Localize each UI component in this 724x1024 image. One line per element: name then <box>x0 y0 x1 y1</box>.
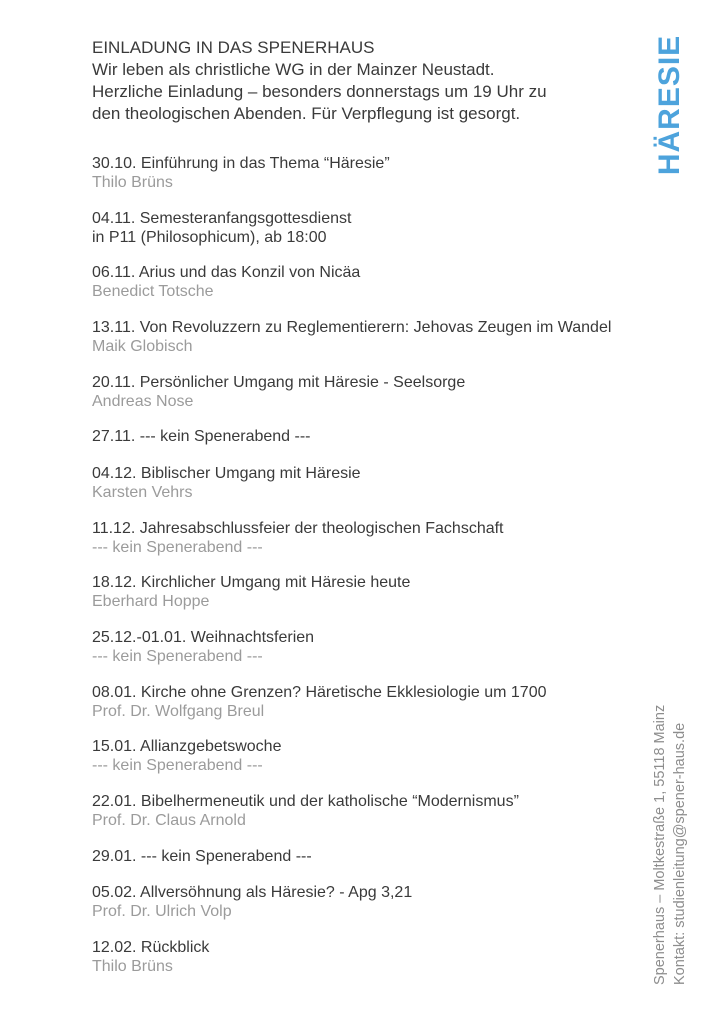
event-title: 18.12. Kirchlicher Umgang mit Häresie heute <box>92 574 411 592</box>
event-speaker: Benedict Totsche <box>92 283 214 301</box>
event-title: 13.11. Von Revoluzzern zu Reglementierern: Jehovas Zeugen im Wandel <box>92 319 612 337</box>
intro-line: Herzliche Einladung – besonders donnerstags um 19 Uhr zu <box>92 82 547 101</box>
event-item <box>92 737 692 792</box>
event-item <box>92 628 692 683</box>
event-item <box>92 373 692 428</box>
event-speaker: Prof. Dr. Claus Arnold <box>92 812 246 830</box>
event-title: 11.12. Jahresabschlussfeier der theologischen Fachschaft <box>92 519 504 537</box>
event-title-line2: in P11 (Philosophicum), ab 18:00 <box>92 228 327 246</box>
event-title: 04.11. Semesteranfangsgottesdienst <box>92 209 352 227</box>
event-item <box>92 154 692 209</box>
intro-block <box>92 37 612 125</box>
event-title: 29.01. --- kein Spenerabend --- <box>92 847 312 865</box>
event-title: 06.11. Arius und das Konzil von Nicäa <box>92 264 361 282</box>
event-item <box>92 938 692 993</box>
intro-line: Wir leben als christliche WG in der Mainzer Neustadt. <box>92 60 495 79</box>
event-speaker: Eberhard Hoppe <box>92 593 210 611</box>
event-title: 25.12.-01.01. Weihnachtsferien <box>92 629 315 646</box>
event-speaker: Thilo Brüns <box>92 957 173 975</box>
contact-address: Spenerhaus – Moltkestraße 1, 55118 Mainz <box>652 704 668 985</box>
side-title-text: HÄRESIE <box>653 34 686 176</box>
event-item <box>92 847 692 884</box>
event-item <box>92 573 692 628</box>
event-item <box>92 263 692 318</box>
event-list <box>92 154 692 993</box>
event-item <box>92 683 692 738</box>
event-title: 05.02. Allversöhnung als Häresie? - Apg 3,21 <box>92 884 413 902</box>
event-item <box>92 464 692 519</box>
event-note: --- kein Spenerabend --- <box>92 538 263 556</box>
intro-heading: EINLADUNG IN DAS SPENERHAUS <box>92 38 375 57</box>
contact-block <box>646 645 694 985</box>
event-speaker: Prof. Dr. Ulrich Volp <box>92 903 232 921</box>
event-title: 27.11. --- kein Spenerabend --- <box>92 428 311 446</box>
event-speaker: Prof. Dr. Wolfgang Breul <box>92 702 265 720</box>
contact-email: Kontakt: studienleitung@spener-haus.de <box>672 722 688 985</box>
event-item <box>92 318 692 373</box>
event-title: 20.11. Persönlicher Umgang mit Häresie - Seelsorge <box>92 373 466 391</box>
intro-line: den theologischen Abenden. Für Verpflegung ist gesorgt. <box>92 104 521 123</box>
event-title: 22.01. Bibelhermeneutik und der katholische “Modernismus” <box>92 793 519 811</box>
event-item <box>92 792 692 847</box>
event-item <box>92 427 692 464</box>
event-note: --- kein Spenerabend --- <box>92 757 263 775</box>
event-item <box>92 883 692 938</box>
event-title: 30.10. Einführung in das Thema “Häresie” <box>92 155 390 172</box>
event-title: 04.12. Biblischer Umgang mit Häresie <box>92 464 361 482</box>
event-title: 12.02. Rückblick <box>92 938 210 956</box>
event-speaker: Maik Globisch <box>92 338 193 356</box>
event-speaker: Andreas Nose <box>92 392 194 410</box>
event-speaker: Karsten Vehrs <box>92 483 193 501</box>
event-item <box>92 519 692 574</box>
contact-inner <box>650 645 690 985</box>
event-item <box>92 209 692 264</box>
event-title: 08.01. Kirche ohne Grenzen? Häretische Ekklesiologie um 1700 <box>92 683 547 701</box>
event-title: 15.01. Allianzgebetswoche <box>92 738 282 756</box>
event-speaker: Thilo Brüns <box>92 174 173 191</box>
event-note: --- kein Spenerabend --- <box>92 648 263 665</box>
